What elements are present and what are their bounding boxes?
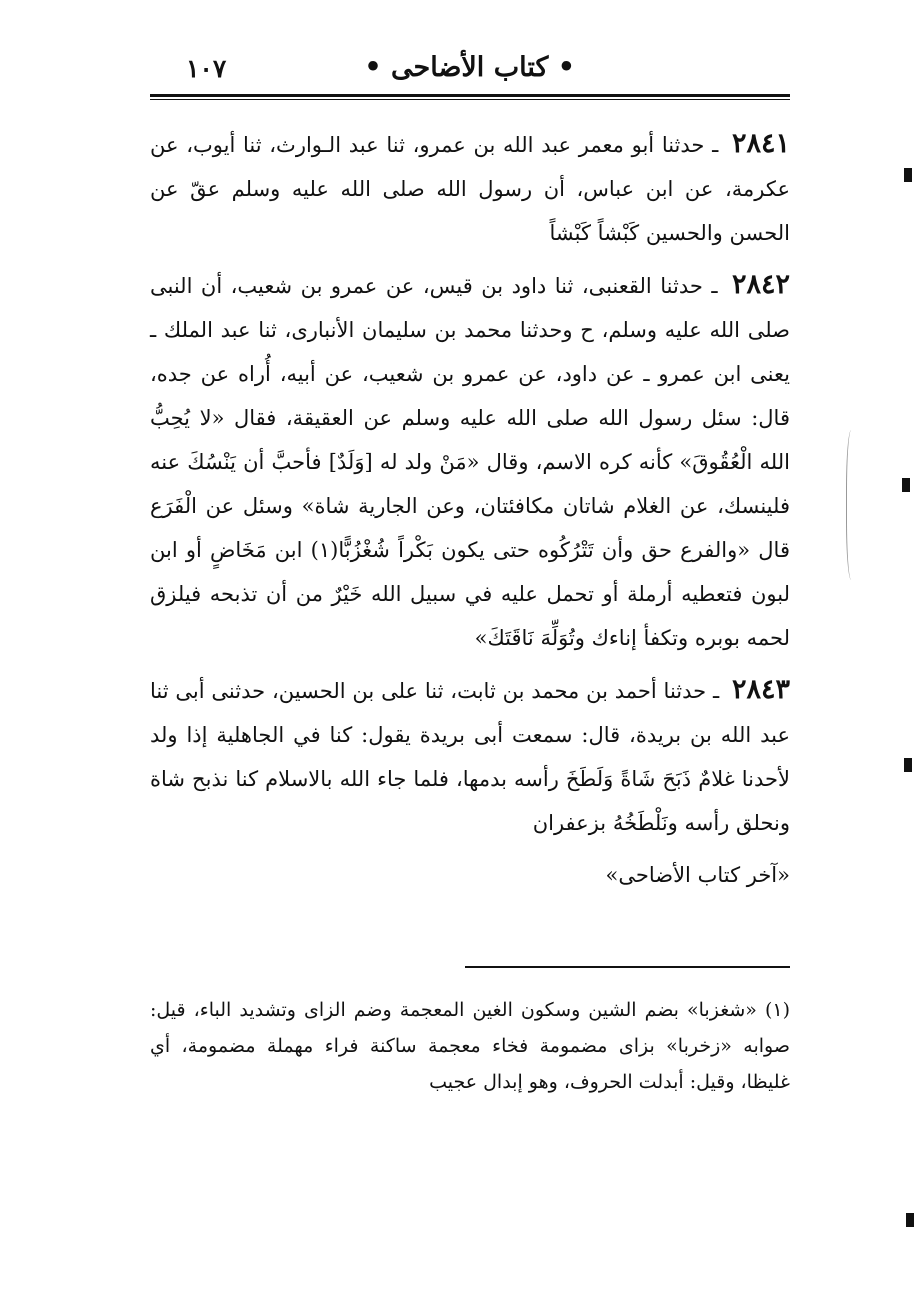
margin-mark <box>904 168 912 182</box>
hadith-text: ـ حدثنا القعنبى، ثنا داود بن قيس، عن عمرو بن شعيب، أن النبى صلى الله عليه وسلم، ح وحدثنا محمد بن سليمان الأنبارى، ثنا عبد الملك ـ يعنى ابن عمرو ـ عن داود، عن عمرو بن شعيب، عن أبيه، أُراه عن جده، قال: سئل رسول الله صلى الله عليه وسلم عن العقيقة، فقال «لا يُحِبُّ الله الْعُقُوقَ» كأنه كره الاسم، وقال «مَنْ ولد له [وَلَدٌ] فأحبَّ أن يَنْسُكَ عنه فلينسك، عن الغلام شاتان مكافئتان، وعن الجارية شاة» وسئل عن الْفَرَع قال «والفرع حق وأن تَتْرُكُوه حتى يكون بَكْراً شُغْزُبًّا(١) ابن مَخَاضٍ أو ابن لبون فتعطيه أرملة أو تحمل عليه في سبيل الله خَيْرٌ من أن تذبحه فيلزق لحمه بوبره وتكفأ إناءك وتُوَلِّهَ نَاقَتَكَ» <box>150 274 790 650</box>
chapter-title: • كتاب الأضاحى • <box>364 52 575 83</box>
page-number: ١٠٧ <box>186 54 227 83</box>
hadith-number: ٢٨٤٣ <box>731 674 790 705</box>
header-rule <box>150 94 790 100</box>
hadith-2841 <box>150 122 790 255</box>
hadith-text: ـ حدثنا أبو معمر عبد الله بن عمرو، ثنا عبد الـوارث، ثنا أيوب، عن عكرمة، عن ابن عباس، أن رسول الله صلى الله عليه وسلم عقّ عن الحسن والحسين كَبْشاً كَبْشاً <box>150 133 790 245</box>
hadith-2842 <box>150 263 790 660</box>
margin-mark <box>906 1213 914 1227</box>
page-header <box>150 48 790 88</box>
main-text <box>150 122 790 897</box>
hadith-text: ـ حدثنا أحمد بن محمد بن ثابت، ثنا على بن الحسين، حدثنى أبى ثنا عبد الله بن بريدة، قال: سمعت أبى بريدة يقول: كنا في الجاهلية إذا ولد لأحدنا غلامٌ ذَبَحَ شَاةً وَلَطَخَ رأسه بدمها، فلما جاء الله بالاسلام كنا نذبح شاة ونحلق رأسه ونَلْطَخُهُ بزعفران <box>150 679 790 835</box>
margin-mark <box>902 478 910 492</box>
hadith-number: ٢٨٤٢ <box>731 269 790 300</box>
hadith-number: ٢٨٤١ <box>732 128 791 159</box>
footnote-rule <box>465 966 790 968</box>
page-curl-shadow <box>846 430 859 580</box>
chapter-end-note: «آخر كتاب الأضاحى» <box>605 863 790 887</box>
hadith-2843 <box>150 668 790 845</box>
margin-mark <box>904 758 912 772</box>
footnote: (١) «شغزبا» بضم الشين وسكون الغين المعجمة وضم الزاى وتشديد الباء، قيل: صوابه «زخربا» بزاى مضمومة فخاء معجمة ساكنة فراء مهملة مضمومة، أي غليظا، وقيل: أبدلت الحروف، وهو إبدال عجيب <box>150 999 790 1093</box>
